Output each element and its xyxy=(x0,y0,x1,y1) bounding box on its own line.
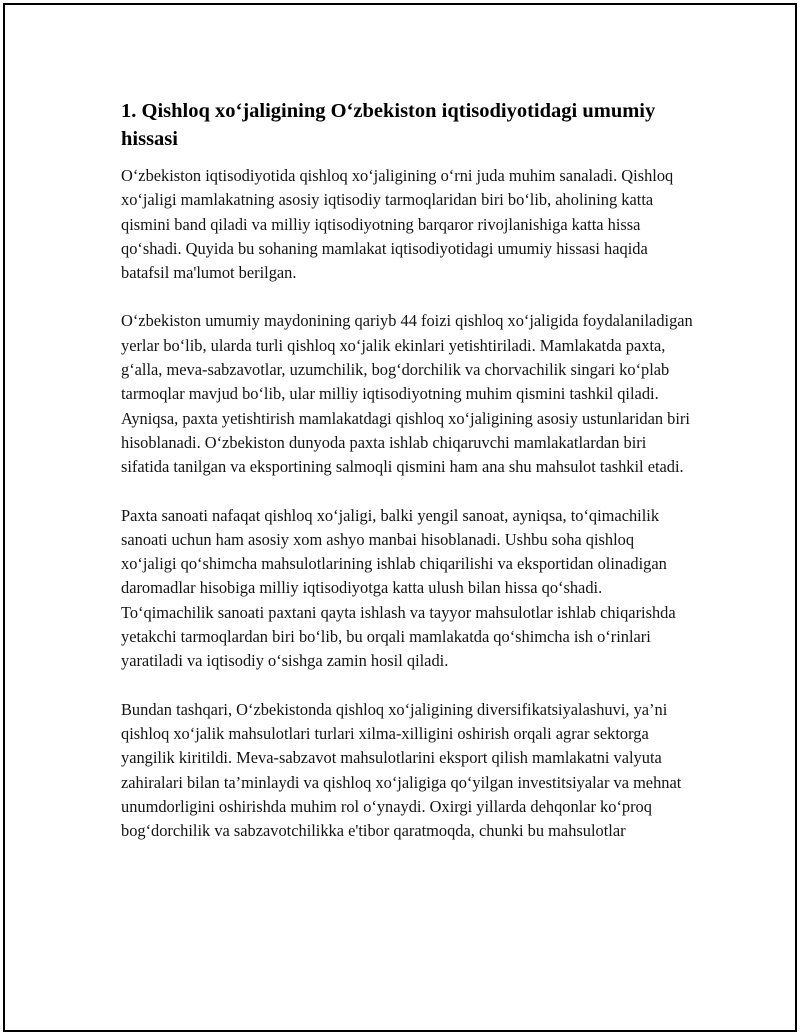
paragraph-1: O‘zbekiston iqtisodiyotida qishloq xo‘jaligining o‘rni juda muhim sanaladi. Qishloq xo‘jaligi mamlakatning asosiy iqtisodiy tarmoqlaridan biri bo‘lib, aholining katta qismini band qiladi va milliy iqtisodiyotning barqaror rivojlanishiga katta hissa qo‘shadi. Quyida bu sohaning mamlakat iqtisodiyotidagi umumiy hissasi haqida batafsil ma'lumot berilgan. xyxy=(121,166,674,283)
page-frame xyxy=(3,3,797,1032)
section-heading: 1. Qishloq xo‘jaligining O‘zbekiston iqtisodiyotidagi umumiy hissasi xyxy=(121,100,656,150)
paragraph-3: Paxta sanoati nafaqat qishloq xo‘jaligi, balki yengil sanoat, ayniqsa, to‘qimachilik sanoati uchun ham asosiy xom ashyo manbai hisoblanadi. Ushbu soha qishloq xo‘jaligi qo‘shimcha mahsulotlarining ishlab chiqarilishi va eksportidan olinadigan daromadlar hisobiga milliy iqtisodiyotga katta ulush bilan hissa qo‘shadi. To‘qimachilik sanoati paxtani qayta ishlash va tayyor mahsulotlar ishlab chiqarishda yetakchi tarmoqlardan biri bo‘lib, bu orqali mamlakatda qo‘shimcha ish o‘rinlari yaratiladi va iqtisodiy o‘sishga zamin hosil qiladi. xyxy=(121,505,676,671)
paragraph-2: O‘zbekiston umumiy maydonining qariyb 44 foizi qishloq xo‘jaligida foydalaniladigan yerlar bo‘lib, ularda turli qishloq xo‘jalik ekinlari yetishtiriladi. Mamlakatda paxta, g‘alla, meva-sabzavotlar, uzumchilik, bog‘dorchilik va chorvachilik singari ko‘plab tarmoqlar mavjud bo‘lib, ular milliy iqtisodiyotning muhim qismini tashkil qiladi. Ayniqsa, paxta yetishtirish mamlakatdagi qishloq xo‘jaligining asosiy ustunlaridan biri hisoblanadi. O‘zbekiston dunyoda paxta ishlab chiqaruvchi mamlakatlardan biri sifatida tanilgan va eksportining salmoqli qismini ham ana shu mahsulot tashkil etadi. xyxy=(121,311,693,477)
paragraph-4: Bundan tashqari, O‘zbekistonda qishloq xo‘jaligining diversifikatsiyalashuvi, ya’ni qishloq xo‘jalik mahsulotlari turlari xilma-xilligini oshirish orqali agrar sektorga yangilik kiritildi. Meva-sabzavot mahsulotlarini eksport qilish mamlakatni valyuta zahiralari bilan ta’minlaydi va qishloq xo‘jaligiga qo‘yilgan investitsiyalar va mehnat unumdorligini oshirishda muhim rol o‘ynaydi. Oxirgi yillarda dehqonlar ko‘proq bog‘dorchilik va sabzavotchilikka e'tibor qaratmoqda, chunki bu mahsulotlar xyxy=(121,699,682,841)
document-body xyxy=(121,97,693,867)
